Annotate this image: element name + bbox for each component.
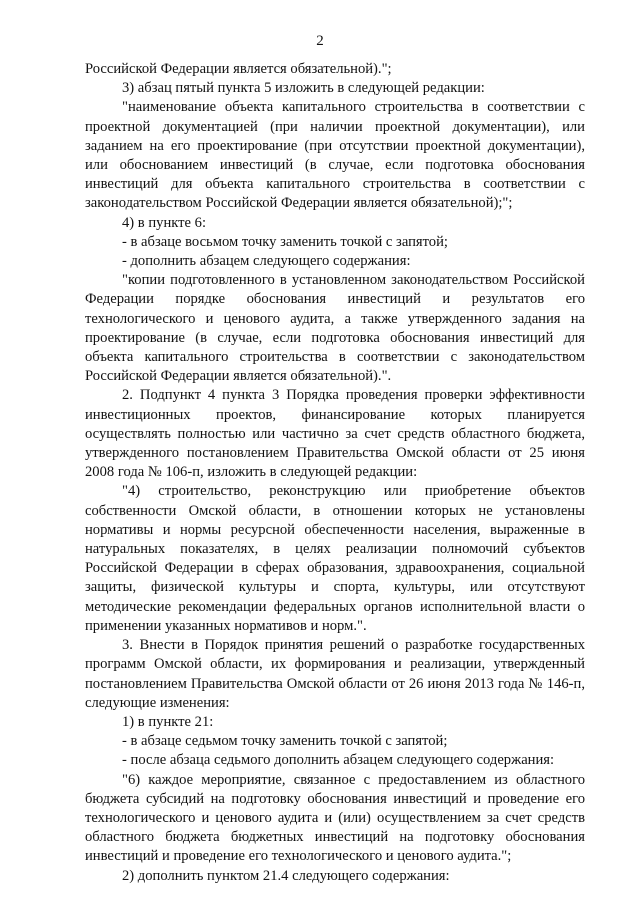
- paragraph-quote-kopii: "копии подготовленного в установленном законодательством Российской Федерации порядке обоснования инвестиций и результатов его технологического и ценового аудита, а также утвержденного задания на проектирование (в случае, если подготовка обоснования инвестиций для объекта капитального строительства в соответствии с законодательством Российской Федерации является обязательной).".: [85, 272, 585, 385]
- page-number: 2: [316, 33, 324, 49]
- paragraph-section-2: 2. Подпункт 4 пункта 3 Порядка проведения проверки эффективности инвестиционных проектов, финансирование которых планируется осуществлять полностью или частично за счет средств областного бюджета, утвержденного постановлением Правительства Омской области от 25 июня 2008 года № 106-п, изложить в следующей редакции:: [85, 387, 585, 481]
- paragraph-quote-stroitelstvo: "4) строительство, реконструкцию или приобретение объектов собственности Омской области, в отношении которых не установлены нормативы и нормы ресурсной обеспеченности населения, выраженные в натуральных показателях, в целях реализации полномочий субъектов Российской Федерации в сферах образования, здравоохранения, социальной защиты, физической культуры и спорта, культуры, или отсутствуют методические рекомендации федеральных органов исполнительной власти о применении указанных нормативов и норм.".: [85, 483, 585, 634]
- paragraph-quote-naimenovanie: "наименование объекта капитального строительства в соответствии с проектной документацией (при наличии проектной документации), или заданием на его проектирование (при отсутствии проектной документации), или обоснованием инвестиций (в случае, если подготовка обоснования инвестиций для объекта капитального строительства в соответствии с законодательством Российской Федерации является обязательной);";: [85, 99, 585, 212]
- document-body: [85, 60, 585, 886]
- paragraph-section-3: 3. Внести в Порядок принятия решений о разработке государственных программ Омской области, их формирования и реализации, утвержденный постановлением Правительства Омской области от 26 июня 2013 года № 146-п, следующие изменения:: [85, 637, 585, 711]
- paragraph-item-1: 1) в пункте 21:: [122, 713, 214, 730]
- paragraph-continuation: Российской Федерации является обязательной).";: [85, 61, 392, 77]
- paragraph-item-2: 2) дополнить пунктом 21.4 следующего содержания:: [122, 867, 450, 884]
- paragraph-dash-dopolnit: - дополнить абзацем следующего содержания:: [122, 253, 411, 270]
- paragraph-dash-abzac-sedmoy: - в абзаце седьмом точку заменить точкой с запятой;: [122, 733, 448, 750]
- paragraph-item-4: 4) в пункте 6:: [122, 214, 207, 231]
- paragraph-dash-abzac-vosmoy: - в абзаце восьмом точку заменить точкой с запятой;: [122, 233, 448, 250]
- paragraph-item-3: 3) абзац пятый пункта 5 изложить в следующей редакции:: [122, 80, 485, 97]
- paragraph-quote-meropriyatie: "6) каждое мероприятие, связанное с предоставлением из областного бюджета субсидий на подготовку обоснования инвестиций и проведение его технологического и ценового аудита и (или) осуществлением за счет средств областного бюджета бюджетных инвестиций на подготовку обоснования инвестиций и проведение его технологического и ценового аудита.";: [85, 771, 585, 865]
- paragraph-dash-posle-abzaca: - после абзаца седьмого дополнить абзацем следующего содержания:: [122, 752, 555, 769]
